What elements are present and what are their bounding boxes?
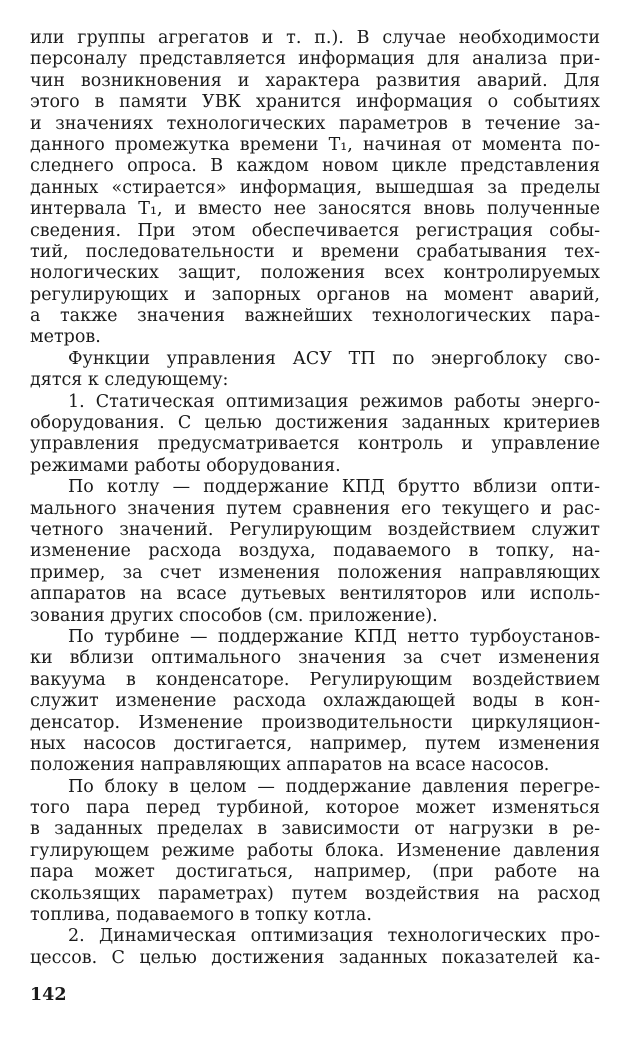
- text-line: тий, последовательности и времени срабатывания тех-: [30, 241, 600, 262]
- text-line: гулирующем режиме работы блока. Изменение давления: [30, 840, 600, 861]
- text-line: или группы агрегатов и т. п.). В случае необходимости: [30, 28, 600, 48]
- text-line: скользящих параметрах) путем воздействия на расход: [30, 883, 600, 904]
- text-line: пара может достигаться, например, (при работе на: [30, 862, 600, 883]
- page-number: 142: [30, 985, 67, 1005]
- text-line: режимами работы оборудования.: [30, 455, 341, 476]
- text-line: четного значений. Регулирующим воздействием служит: [30, 519, 600, 540]
- text-line: и значениях технологических параметров в течение за-: [30, 113, 600, 134]
- text-line: оборудования. С целью достижения заданных критериев: [30, 413, 600, 434]
- text-line: мального значения путем сравнения его текущего и рас-: [30, 498, 600, 519]
- text-line: дятся к следующему:: [30, 370, 229, 391]
- text-line: Функции управления АСУ ТП по энергоблоку сво-: [68, 348, 600, 369]
- text-line: 1. Статическая оптимизация режимов работы энерго-: [68, 391, 600, 412]
- text-line: 2. Динамическая оптимизация технологических про-: [68, 926, 600, 947]
- paragraph: [30, 392, 600, 478]
- text-line: интервала T₁, и вместо нее заносятся вновь полученные: [30, 199, 600, 220]
- paragraph: [30, 777, 600, 927]
- text-line: регулирующих и запорных органов на момент аварий,: [30, 284, 600, 305]
- text-line: данного промежутка времени T₁, начиная от момента по-: [30, 134, 600, 155]
- text-line: следнего опроса. В каждом новом цикле представления: [30, 156, 600, 177]
- page-text: [30, 28, 600, 969]
- text-line: управления предусматривается контроль и управление: [30, 434, 600, 455]
- text-line: цессов. С целью достижения заданных показателей ка-: [30, 947, 600, 968]
- paragraph: [30, 477, 600, 627]
- text-line: аппаратов на всасе дутьевых вентиляторов или исполь-: [30, 584, 600, 605]
- text-line: По турбине — поддержание КПД нетто турбоустанов-: [68, 626, 600, 647]
- text-line: в заданных пределах в зависимости от нагрузки в ре-: [30, 819, 600, 840]
- text-line: сведения. При этом обеспечивается регистрация собы-: [30, 220, 600, 241]
- text-line: По блоку в целом — поддержание давления перегре-: [68, 776, 600, 797]
- text-line: пример, за счет изменения положения направляющих: [30, 562, 600, 583]
- text-line: вакуума в конденсаторе. Регулирующим воздействием: [30, 669, 600, 690]
- text-line: ных насосов достигается, например, путем изменения: [30, 733, 600, 754]
- paragraph: [30, 28, 600, 349]
- text-line: а также значения важнейших технологических пара-: [30, 306, 600, 327]
- text-line: этого в памяти УВК хранится информация о событиях: [30, 92, 600, 113]
- text-line: того пара перед турбиной, которое может изменяться: [30, 798, 600, 819]
- paragraph: [30, 926, 600, 969]
- text-line: служит изменение расхода охлаждающей воды в кон-: [30, 691, 600, 712]
- text-line: денсатор. Изменение производительности циркуляцион-: [30, 712, 600, 733]
- text-line: По котлу — поддержание КПД брутто вблизи опти-: [68, 477, 600, 498]
- text-line: чин возникновения и характера развития аварий. Для: [30, 70, 600, 91]
- text-line: нологических защит, положения всех контролируемых: [30, 263, 600, 284]
- text-line: топлива, подаваемого в топку котла.: [30, 905, 372, 926]
- text-line: изменение расхода воздуха, подаваемого в топку, на-: [30, 541, 600, 562]
- text-line: ки вблизи оптимального значения за счет изменения: [30, 648, 600, 669]
- text-line: зования других способов (см. приложение).: [30, 605, 438, 626]
- text-line: положения направляющих аппаратов на всасе насосов.: [30, 755, 550, 776]
- text-line: данных «стирается» информация, вышедшая за пределы: [30, 177, 600, 198]
- paragraph: [30, 627, 600, 777]
- paragraph: [30, 349, 600, 392]
- text-line: метров.: [30, 327, 101, 348]
- text-line: персоналу представляется информация для анализа при-: [30, 49, 600, 70]
